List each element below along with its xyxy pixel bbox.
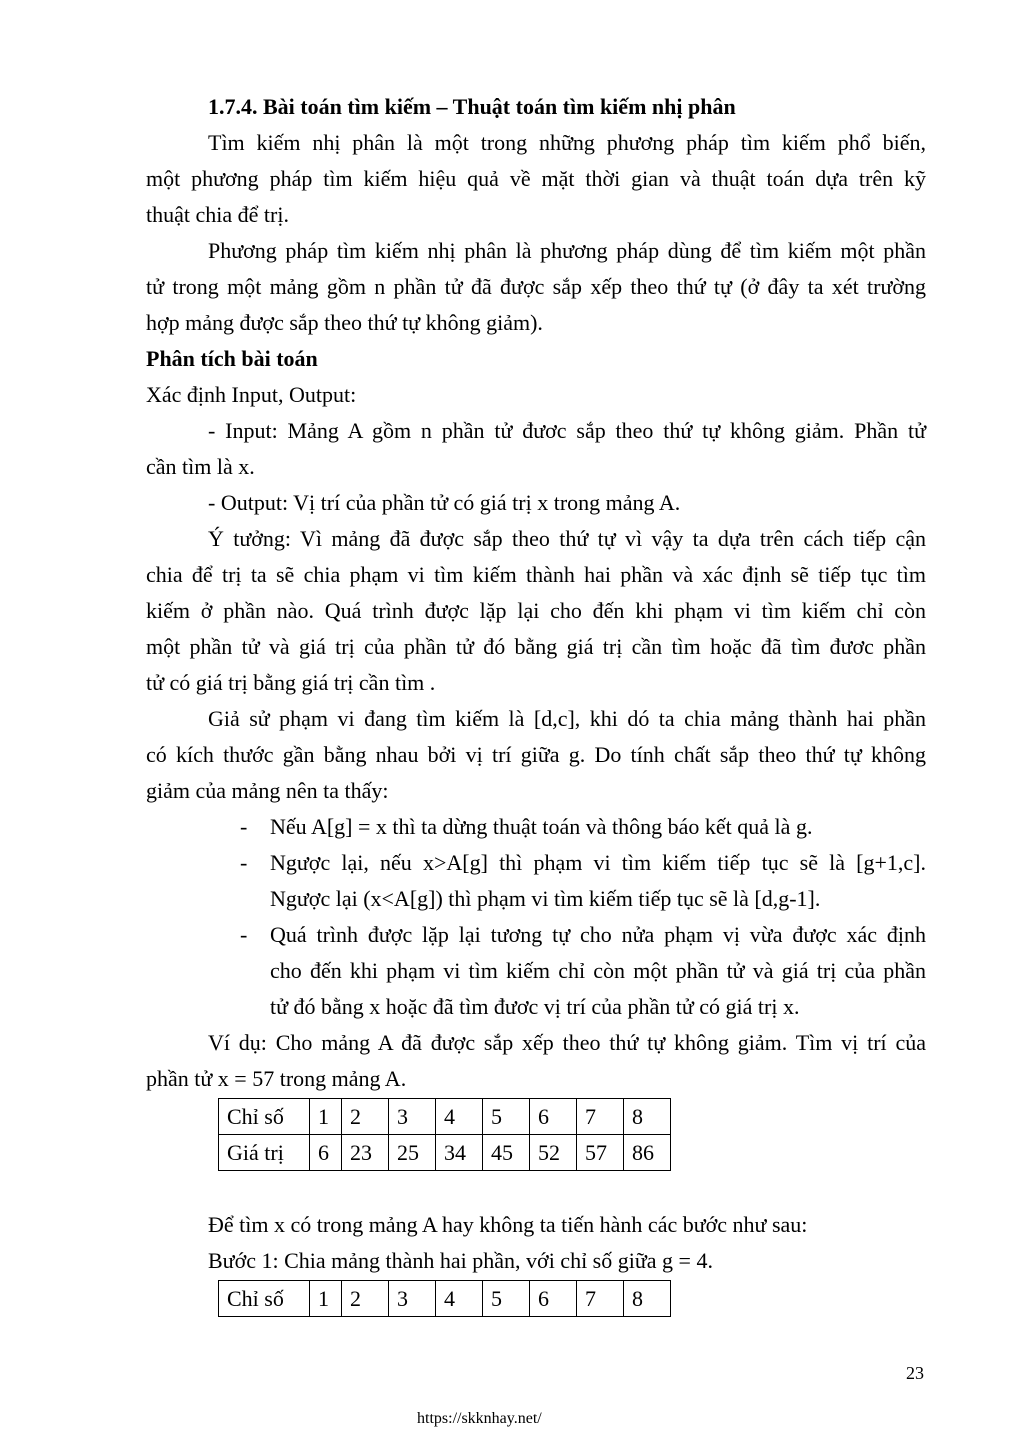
array-table (218, 1098, 671, 1171)
idea-line-2: chia để trị ta sẽ chia phạm vi tìm kiếm thành hai phần và xác định sẽ tiếp tục tìm (146, 562, 926, 587)
analysis-heading: Phân tích bài toán (146, 346, 318, 371)
table-cell: 3 (389, 1099, 436, 1135)
input-line-2: cần tìm là x. (146, 454, 255, 479)
bullet-1-line-1: Nếu A[g] = x thì ta dừng thuật toán và thông báo kết quả là g. (270, 814, 813, 839)
idea-line-4: một phần tử và giá trị của phần tử đó bằng giá trị cần tìm hoặc đã tìm đươc phần (146, 634, 926, 659)
table-cell: 7 (577, 1099, 624, 1135)
table-cell: 1 (310, 1281, 342, 1317)
table-cell: 4 (436, 1099, 483, 1135)
example-line-1: Ví dụ: Cho mảng A đã được sắp xếp theo thứ tự không giảm. Tìm vị trí của (208, 1030, 926, 1055)
table-cell: 3 (389, 1281, 436, 1317)
idea-line-5: tử có giá trị bằng giá trị cần tìm . (146, 670, 436, 695)
table-cell: 6 (310, 1135, 342, 1171)
table-cell: 52 (530, 1135, 577, 1171)
idea-line-3: kiếm ở phần nào. Quá trình được lặp lại cho đến khi phạm vi tìm kiếm chỉ còn (146, 598, 926, 623)
table-row (219, 1135, 671, 1171)
bullet-dash: - (240, 814, 248, 839)
output-line: - Output: Vị trí của phần tử có giá trị x trong mảng A. (208, 490, 681, 515)
bullet-dash: - (240, 922, 248, 947)
index-table (218, 1280, 671, 1317)
table-cell: 1 (310, 1099, 342, 1135)
table-cell: Giá trị (219, 1135, 310, 1171)
table-cell: 2 (342, 1281, 389, 1317)
page-number: 23 (906, 1363, 924, 1383)
section-heading: 1.7.4. Bài toán tìm kiếm – Thuật toán tìm kiếm nhị phân (208, 94, 736, 119)
input-line-1: - Input: Mảng A gồm n phần tử đươc sắp theo thứ tự không giảm. Phần tử (208, 418, 926, 443)
table-cell: 6 (530, 1281, 577, 1317)
bullet-3-line-2: cho đến khi phạm vi tìm kiếm chỉ còn một phần tử và giá trị của phần (270, 958, 926, 983)
bullet-2-line-2: Ngược lại (x<A[g]) thì phạm vi tìm kiếm tiếp tục sẽ là [d,g-1]. (270, 886, 821, 911)
io-label: Xác định Input, Output: (146, 382, 357, 407)
example-line-2: phần tử x = 57 trong mảng A. (146, 1066, 407, 1091)
table-cell: 86 (624, 1135, 671, 1171)
table-cell: 7 (577, 1281, 624, 1317)
bullet-2-line-1: Ngược lại, nếu x>A[g] thì phạm vi tìm kiếm tiếp tục sẽ là [g+1,c]. (270, 850, 926, 875)
bullet-3-line-1: Quá trình được lặp lại tương tự cho nửa phạm vị vừa được xác định (270, 922, 926, 947)
table-cell: 57 (577, 1135, 624, 1171)
table-cell: 23 (342, 1135, 389, 1171)
steps-intro: Để tìm x có trong mảng A hay không ta tiến hành các bước như sau: (208, 1212, 808, 1237)
table-cell: 45 (483, 1135, 530, 1171)
table-cell: 34 (436, 1135, 483, 1171)
table-cell: Chỉ số (219, 1099, 310, 1135)
table-cell: 2 (342, 1099, 389, 1135)
intro-p1-line-1: Tìm kiếm nhị phân là một trong những phương pháp tìm kiếm phổ biến, (208, 130, 926, 155)
suppose-line-3: giảm của mảng nên ta thấy: (146, 778, 389, 803)
table-row (219, 1099, 671, 1135)
footer-url[interactable]: https://skknhay.net/ (417, 1410, 542, 1427)
table-cell: 25 (389, 1135, 436, 1171)
step-1: Bước 1: Chia mảng thành hai phần, với chỉ số giữa g = 4. (208, 1248, 713, 1273)
table-cell: 5 (483, 1281, 530, 1317)
intro-p1-line-3: thuật chia để trị. (146, 202, 289, 227)
table-cell: 4 (436, 1281, 483, 1317)
table-cell: 6 (530, 1099, 577, 1135)
bullet-3-line-3: tử đó bằng x hoặc đã tìm đươc vị trí của phần tử có giá trị x. (270, 994, 800, 1019)
idea-line-1: Ý tưởng: Vì mảng đã được sắp theo thứ tự vì vậy ta dựa trên cách tiếp cận (208, 526, 926, 551)
intro-p2-line-3: hợp mảng được sắp theo thứ tự không giảm). (146, 310, 543, 335)
intro-p2-line-1: Phương pháp tìm kiếm nhị phân là phương pháp dùng để tìm kiếm một phần (208, 238, 926, 263)
intro-p2-line-2: tử trong một mảng gồm n phần tử đã được sắp xếp theo thứ tự (ở đây ta xét trường (146, 274, 926, 299)
intro-p1-line-2: một phương pháp tìm kiếm hiệu quả về mặt thời gian và thuật toán dựa trên kỹ (146, 166, 926, 191)
table-row (219, 1281, 671, 1317)
table-cell: 8 (624, 1281, 671, 1317)
suppose-line-1: Giả sử phạm vi đang tìm kiếm là [d,c], khi dó ta chia mảng thành hai phần (208, 706, 926, 731)
suppose-line-2: có kích thước gần bằng nhau bởi vị trí giữa g. Do tính chất sắp theo thứ tự không (146, 742, 926, 767)
table-cell: Chỉ số (219, 1281, 310, 1317)
table-cell: 5 (483, 1099, 530, 1135)
bullet-dash: - (240, 850, 248, 875)
table-cell: 8 (624, 1099, 671, 1135)
